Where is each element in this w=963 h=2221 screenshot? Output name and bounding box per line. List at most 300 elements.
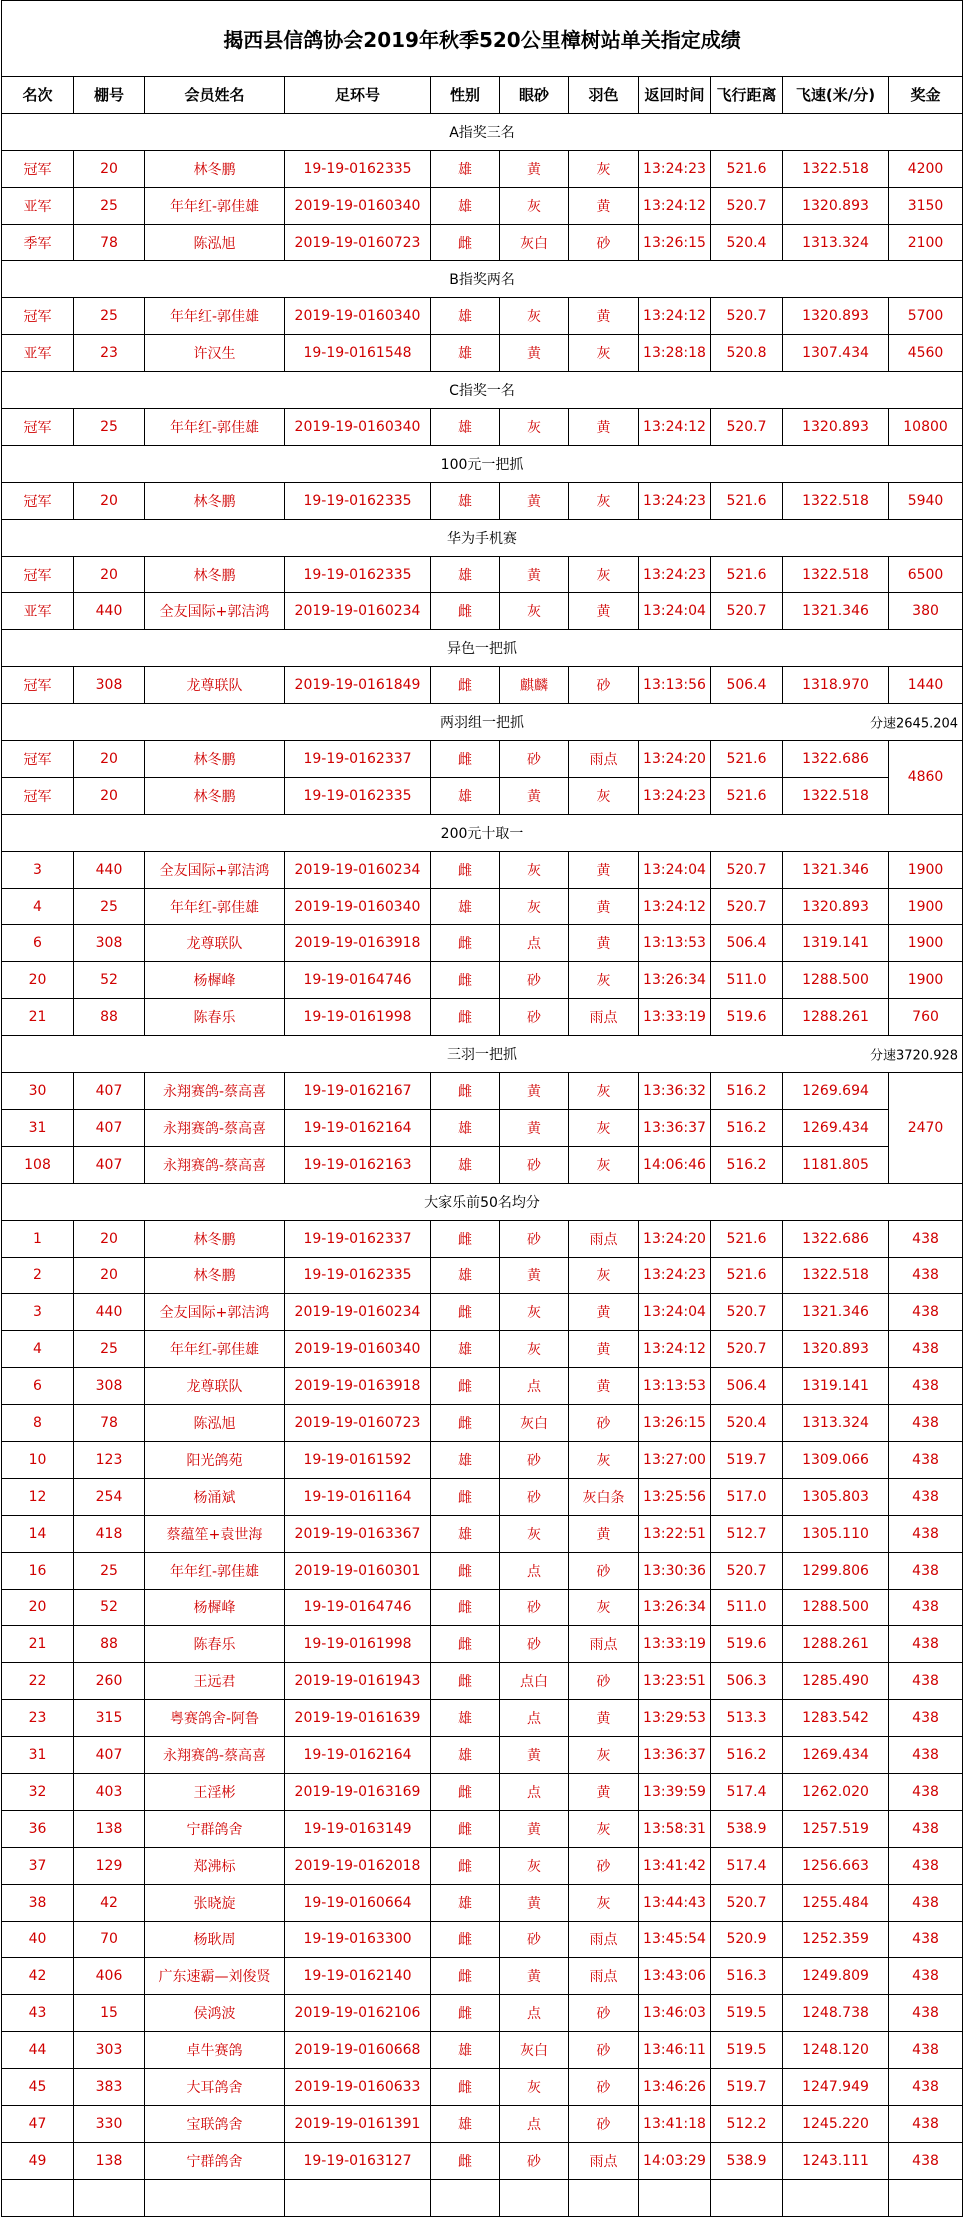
cell-return-time: 13:46:26 [639, 2069, 711, 2106]
cell-distance: 521.6 [711, 777, 783, 814]
cell-sex: 雄 [431, 298, 500, 335]
cell-ring: 2019-19-0161849 [285, 667, 431, 704]
cell-return-time: 13:36:37 [639, 1737, 711, 1774]
cell-distance: 520.7 [711, 888, 783, 925]
cell-return-time: 13:27:00 [639, 1441, 711, 1478]
section-title: 异色一把抓 [447, 641, 518, 658]
blank-cell [2, 2179, 74, 2216]
section-title: B指奖两名 [449, 272, 515, 289]
cell-distance: 516.2 [711, 1073, 783, 1110]
header-return-time: 返回时间 [639, 77, 711, 114]
cell-sex: 雄 [431, 150, 500, 187]
table-row [2, 851, 963, 888]
cell-color: 灰 [569, 1884, 639, 1921]
cell-rank: 23 [2, 1700, 74, 1737]
table-row [2, 1294, 963, 1331]
cell-ring: 2019-19-0160234 [285, 1294, 431, 1331]
cell-rank: 亚军 [2, 187, 74, 224]
cell-distance: 520.7 [711, 1884, 783, 1921]
cell-member: 全友国际+郭洁鸿 [145, 1294, 285, 1331]
cell-color: 灰 [569, 1737, 639, 1774]
cell-member: 龙尊联队 [145, 667, 285, 704]
cell-rank: 45 [2, 2069, 74, 2106]
cell-prize: 438 [889, 1331, 963, 1368]
cell-ring: 19-19-0162335 [285, 556, 431, 593]
cell-member: 杨樨峰 [145, 962, 285, 999]
table-row [2, 741, 963, 778]
cell-member: 年年红-郭佳雄 [145, 187, 285, 224]
cell-member: 卓牛赛鸽 [145, 2032, 285, 2069]
cell-loft: 123 [74, 1441, 145, 1478]
cell-color: 砂 [569, 2105, 639, 2142]
cell-rank: 32 [2, 1773, 74, 1810]
cell-rank: 31 [2, 1109, 74, 1146]
cell-distance: 506.4 [711, 1368, 783, 1405]
cell-sex: 雄 [431, 1515, 500, 1552]
cell-return-time: 13:26:15 [639, 224, 711, 261]
cell-member: 张晓旋 [145, 1884, 285, 1921]
cell-distance: 517.4 [711, 1847, 783, 1884]
cell-prize-merged: 4860 [889, 741, 963, 815]
cell-loft: 88 [74, 999, 145, 1036]
cell-color: 砂 [569, 1847, 639, 1884]
cell-loft: 70 [74, 1921, 145, 1958]
cell-sex: 雄 [431, 187, 500, 224]
table-row [2, 962, 963, 999]
cell-loft: 20 [74, 1220, 145, 1257]
cell-prize: 438 [889, 1368, 963, 1405]
cell-distance: 521.6 [711, 1257, 783, 1294]
cell-sex: 雄 [431, 409, 500, 446]
cell-eye: 黄 [500, 1884, 569, 1921]
cell-member: 年年红-郭佳雄 [145, 888, 285, 925]
cell-sex: 雄 [431, 482, 500, 519]
cell-rank: 22 [2, 1663, 74, 1700]
cell-distance: 516.2 [711, 1146, 783, 1183]
cell-ring: 2019-19-0160723 [285, 1405, 431, 1442]
cell-prize: 438 [889, 1663, 963, 1700]
cell-ring: 19-19-0162335 [285, 150, 431, 187]
cell-color: 雨点 [569, 1626, 639, 1663]
cell-speed: 1319.141 [783, 925, 889, 962]
cell-speed: 1288.261 [783, 999, 889, 1036]
cell-eye: 灰 [500, 888, 569, 925]
cell-distance: 513.3 [711, 1700, 783, 1737]
cell-return-time: 13:24:04 [639, 851, 711, 888]
section-title: 三羽一把抓 [447, 1047, 518, 1064]
cell-speed: 1322.518 [783, 150, 889, 187]
cell-sex: 雌 [431, 1810, 500, 1847]
cell-ring: 19-19-0160664 [285, 1884, 431, 1921]
cell-rank: 10 [2, 1441, 74, 1478]
table-row [2, 1220, 963, 1257]
cell-rank: 亚军 [2, 593, 74, 630]
section-title: 100元一把抓 [440, 456, 524, 473]
cell-rank: 47 [2, 2105, 74, 2142]
cell-speed: 1321.346 [783, 851, 889, 888]
cell-prize: 1900 [889, 851, 963, 888]
cell-color: 雨点 [569, 741, 639, 778]
cell-distance: 512.7 [711, 1515, 783, 1552]
cell-sex: 雄 [431, 556, 500, 593]
cell-prize-merged: 2470 [889, 1073, 963, 1184]
cell-distance: 519.6 [711, 1626, 783, 1663]
cell-return-time: 13:24:12 [639, 187, 711, 224]
cell-ring: 2019-19-0160340 [285, 1331, 431, 1368]
cell-rank: 36 [2, 1810, 74, 1847]
cell-rank: 40 [2, 1921, 74, 1958]
cell-prize: 438 [889, 1441, 963, 1478]
cell-speed: 1318.970 [783, 667, 889, 704]
cell-return-time: 13:24:23 [639, 777, 711, 814]
cell-sex: 雌 [431, 962, 500, 999]
cell-eye: 点 [500, 1995, 569, 2032]
cell-loft: 403 [74, 1773, 145, 1810]
cell-sex: 雌 [431, 1478, 500, 1515]
cell-ring: 2019-19-0160234 [285, 593, 431, 630]
cell-speed: 1320.893 [783, 409, 889, 446]
cell-ring: 19-19-0161998 [285, 999, 431, 1036]
section-title-cell [2, 519, 963, 556]
cell-loft: 52 [74, 1589, 145, 1626]
cell-speed: 1256.663 [783, 1847, 889, 1884]
cell-eye: 黄 [500, 1737, 569, 1774]
cell-distance: 521.6 [711, 556, 783, 593]
cell-color: 灰 [569, 1441, 639, 1478]
cell-color: 雨点 [569, 1921, 639, 1958]
cell-member: 全友国际+郭洁鸿 [145, 851, 285, 888]
cell-sex: 雌 [431, 2069, 500, 2106]
cell-eye: 砂 [500, 1589, 569, 1626]
table-row [2, 2069, 963, 2106]
cell-distance: 520.7 [711, 1552, 783, 1589]
cell-speed: 1248.738 [783, 1995, 889, 2032]
cell-return-time: 13:24:12 [639, 1331, 711, 1368]
table-row [2, 999, 963, 1036]
cell-sex: 雌 [431, 593, 500, 630]
cell-eye: 黄 [500, 1958, 569, 1995]
cell-loft: 407 [74, 1737, 145, 1774]
cell-distance: 520.4 [711, 224, 783, 261]
cell-return-time: 13:23:51 [639, 1663, 711, 1700]
cell-loft: 20 [74, 777, 145, 814]
cell-member: 年年红-郭佳雄 [145, 1552, 285, 1589]
cell-member: 许汉生 [145, 335, 285, 372]
cell-speed: 1321.346 [783, 1294, 889, 1331]
cell-loft: 407 [74, 1109, 145, 1146]
cell-rank: 3 [2, 851, 74, 888]
table-row [2, 1921, 963, 1958]
cell-sex: 雌 [431, 1626, 500, 1663]
cell-loft: 88 [74, 1626, 145, 1663]
cell-color: 黄 [569, 187, 639, 224]
cell-speed: 1288.261 [783, 1626, 889, 1663]
cell-loft: 25 [74, 298, 145, 335]
cell-eye: 黄 [500, 1073, 569, 1110]
cell-speed: 1322.686 [783, 1220, 889, 1257]
cell-return-time: 13:24:20 [639, 1220, 711, 1257]
cell-color: 灰 [569, 1109, 639, 1146]
section-title: 200元十取一 [440, 825, 524, 842]
cell-rank: 1 [2, 1220, 74, 1257]
cell-sex: 雌 [431, 1847, 500, 1884]
cell-sex: 雌 [431, 2142, 500, 2179]
cell-rank: 6 [2, 925, 74, 962]
cell-return-time: 13:36:37 [639, 1109, 711, 1146]
cell-return-time: 13:25:56 [639, 1478, 711, 1515]
cell-rank: 31 [2, 1737, 74, 1774]
cell-member: 林冬鹏 [145, 556, 285, 593]
cell-member: 广东速霸—刘俊贤 [145, 1958, 285, 1995]
cell-sex: 雌 [431, 224, 500, 261]
cell-loft: 440 [74, 593, 145, 630]
cell-rank: 37 [2, 1847, 74, 1884]
table-row [2, 1737, 963, 1774]
cell-color: 灰 [569, 777, 639, 814]
cell-member: 林冬鹏 [145, 741, 285, 778]
table-row [2, 187, 963, 224]
cell-speed: 1247.949 [783, 2069, 889, 2106]
cell-rank: 14 [2, 1515, 74, 1552]
cell-speed: 1309.066 [783, 1441, 889, 1478]
cell-member: 龙尊联队 [145, 1368, 285, 1405]
cell-distance: 520.7 [711, 1331, 783, 1368]
cell-rank: 12 [2, 1478, 74, 1515]
cell-prize: 438 [889, 2105, 963, 2142]
cell-loft: 308 [74, 667, 145, 704]
cell-speed: 1313.324 [783, 224, 889, 261]
cell-color: 黄 [569, 1773, 639, 1810]
cell-distance: 511.0 [711, 1589, 783, 1626]
blank-cell [431, 2179, 500, 2216]
cell-color: 雨点 [569, 1958, 639, 1995]
cell-member: 龙尊联队 [145, 925, 285, 962]
cell-return-time: 13:26:34 [639, 962, 711, 999]
cell-loft: 406 [74, 1958, 145, 1995]
cell-ring: 2019-19-0160668 [285, 2032, 431, 2069]
cell-speed: 1252.359 [783, 1921, 889, 1958]
cell-eye: 砂 [500, 999, 569, 1036]
header-ring: 足环号 [285, 77, 431, 114]
cell-member: 永翔赛鸽-蔡高喜 [145, 1073, 285, 1110]
cell-distance: 517.4 [711, 1773, 783, 1810]
cell-return-time: 13:46:03 [639, 1995, 711, 2032]
cell-ring: 2019-19-0163169 [285, 1773, 431, 1810]
header-member: 会员姓名 [145, 77, 285, 114]
cell-speed: 1322.518 [783, 482, 889, 519]
cell-ring: 2019-19-0160340 [285, 187, 431, 224]
cell-speed: 1288.500 [783, 1589, 889, 1626]
cell-return-time: 13:24:23 [639, 556, 711, 593]
cell-distance: 517.0 [711, 1478, 783, 1515]
section-header [2, 704, 963, 741]
cell-rank: 2 [2, 1257, 74, 1294]
table-row [2, 1368, 963, 1405]
cell-color: 雨点 [569, 1220, 639, 1257]
cell-member: 林冬鹏 [145, 150, 285, 187]
cell-return-time: 13:28:18 [639, 335, 711, 372]
cell-distance: 519.7 [711, 2069, 783, 2106]
table-row [2, 1515, 963, 1552]
cell-loft: 52 [74, 962, 145, 999]
cell-eye: 点 [500, 1700, 569, 1737]
cell-member: 蔡蕴笙+袁世海 [145, 1515, 285, 1552]
cell-eye: 点 [500, 1773, 569, 1810]
cell-sex: 雄 [431, 1257, 500, 1294]
cell-sex: 雄 [431, 1109, 500, 1146]
blank-cell [569, 2179, 639, 2216]
cell-rank: 108 [2, 1146, 74, 1183]
cell-distance: 511.0 [711, 962, 783, 999]
cell-eye: 砂 [500, 2142, 569, 2179]
cell-loft: 440 [74, 851, 145, 888]
cell-prize: 438 [889, 1552, 963, 1589]
cell-prize: 5700 [889, 298, 963, 335]
blank-row [2, 2179, 963, 2216]
cell-ring: 19-19-0162164 [285, 1737, 431, 1774]
cell-loft: 407 [74, 1146, 145, 1183]
cell-ring: 2019-19-0162106 [285, 1995, 431, 2032]
cell-sex: 雌 [431, 741, 500, 778]
cell-eye: 砂 [500, 962, 569, 999]
cell-loft: 315 [74, 1700, 145, 1737]
cell-member: 林冬鹏 [145, 777, 285, 814]
cell-return-time: 13:13:56 [639, 667, 711, 704]
cell-prize: 4200 [889, 150, 963, 187]
table-row [2, 667, 963, 704]
cell-color: 灰白条 [569, 1478, 639, 1515]
cell-color: 砂 [569, 667, 639, 704]
cell-distance: 516.3 [711, 1958, 783, 1995]
cell-prize: 438 [889, 1257, 963, 1294]
cell-prize: 438 [889, 1626, 963, 1663]
table-row [2, 1773, 963, 1810]
cell-sex: 雌 [431, 925, 500, 962]
header-rank: 名次 [2, 77, 74, 114]
section-header [2, 630, 963, 667]
cell-color: 灰 [569, 150, 639, 187]
table-row [2, 1884, 963, 1921]
cell-distance: 520.7 [711, 1294, 783, 1331]
cell-loft: 15 [74, 1995, 145, 2032]
cell-speed: 1320.893 [783, 298, 889, 335]
cell-loft: 25 [74, 888, 145, 925]
cell-ring: 2019-19-0161639 [285, 1700, 431, 1737]
cell-rank: 4 [2, 888, 74, 925]
blank-cell [783, 2179, 889, 2216]
table-row [2, 925, 963, 962]
cell-return-time: 13:33:19 [639, 999, 711, 1036]
cell-sex: 雌 [431, 999, 500, 1036]
cell-sex: 雄 [431, 888, 500, 925]
cell-speed: 1257.519 [783, 1810, 889, 1847]
cell-loft: 23 [74, 335, 145, 372]
cell-speed: 1305.110 [783, 1515, 889, 1552]
cell-loft: 308 [74, 1368, 145, 1405]
cell-color: 灰 [569, 1257, 639, 1294]
cell-eye: 砂 [500, 1478, 569, 1515]
section-title-cell [2, 704, 963, 741]
table-row [2, 1109, 963, 1146]
cell-prize: 438 [889, 1294, 963, 1331]
cell-member: 陈春乐 [145, 1626, 285, 1663]
section-header [2, 519, 963, 556]
cell-return-time: 13:41:18 [639, 2105, 711, 2142]
cell-return-time: 13:24:23 [639, 482, 711, 519]
cell-rank: 冠军 [2, 298, 74, 335]
cell-speed: 1320.893 [783, 187, 889, 224]
table-row [2, 409, 963, 446]
table-row [2, 1257, 963, 1294]
cell-member: 宝联鸽舍 [145, 2105, 285, 2142]
cell-rank: 冠军 [2, 741, 74, 778]
cell-ring: 19-19-0163127 [285, 2142, 431, 2179]
cell-eye: 麒麟 [500, 667, 569, 704]
section-title-cell [2, 814, 963, 851]
section-title-cell [2, 372, 963, 409]
cell-color: 砂 [569, 2032, 639, 2069]
cell-color: 灰 [569, 482, 639, 519]
cell-prize: 438 [889, 1405, 963, 1442]
table-row [2, 556, 963, 593]
cell-distance: 521.6 [711, 1220, 783, 1257]
cell-sex: 雄 [431, 777, 500, 814]
cell-color: 黄 [569, 1368, 639, 1405]
cell-return-time: 13:33:19 [639, 1626, 711, 1663]
cell-rank: 冠军 [2, 482, 74, 519]
cell-sex: 雌 [431, 1995, 500, 2032]
cell-prize: 438 [889, 1884, 963, 1921]
table-row [2, 777, 963, 814]
cell-color: 灰 [569, 1146, 639, 1183]
cell-rank: 21 [2, 1626, 74, 1663]
cell-speed: 1313.324 [783, 1405, 889, 1442]
cell-distance: 521.6 [711, 741, 783, 778]
cell-return-time: 13:45:54 [639, 1921, 711, 1958]
cell-return-time: 14:06:46 [639, 1146, 711, 1183]
cell-eye: 灰白 [500, 2032, 569, 2069]
cell-rank: 冠军 [2, 409, 74, 446]
cell-speed: 1319.141 [783, 1368, 889, 1405]
cell-rank: 季军 [2, 224, 74, 261]
cell-color: 黄 [569, 1700, 639, 1737]
cell-eye: 黄 [500, 1109, 569, 1146]
cell-prize: 438 [889, 2069, 963, 2106]
cell-distance: 519.5 [711, 2032, 783, 2069]
cell-ring: 2019-19-0163367 [285, 1515, 431, 1552]
table-row [2, 1405, 963, 1442]
cell-speed: 1269.434 [783, 1737, 889, 1774]
cell-color: 灰 [569, 1073, 639, 1110]
cell-color: 砂 [569, 1663, 639, 1700]
blank-cell [639, 2179, 711, 2216]
table-row [2, 1146, 963, 1183]
cell-return-time: 13:13:53 [639, 925, 711, 962]
cell-prize: 438 [889, 1810, 963, 1847]
cell-ring: 19-19-0162337 [285, 741, 431, 778]
table-row [2, 1810, 963, 1847]
cell-member: 林冬鹏 [145, 1220, 285, 1257]
cell-member: 年年红-郭佳雄 [145, 1331, 285, 1368]
cell-loft: 25 [74, 409, 145, 446]
cell-prize: 438 [889, 1921, 963, 1958]
cell-color: 砂 [569, 224, 639, 261]
cell-return-time: 13:43:06 [639, 1958, 711, 1995]
table-row [2, 1700, 963, 1737]
cell-loft: 20 [74, 741, 145, 778]
cell-return-time: 13:36:32 [639, 1073, 711, 1110]
cell-distance: 520.7 [711, 409, 783, 446]
